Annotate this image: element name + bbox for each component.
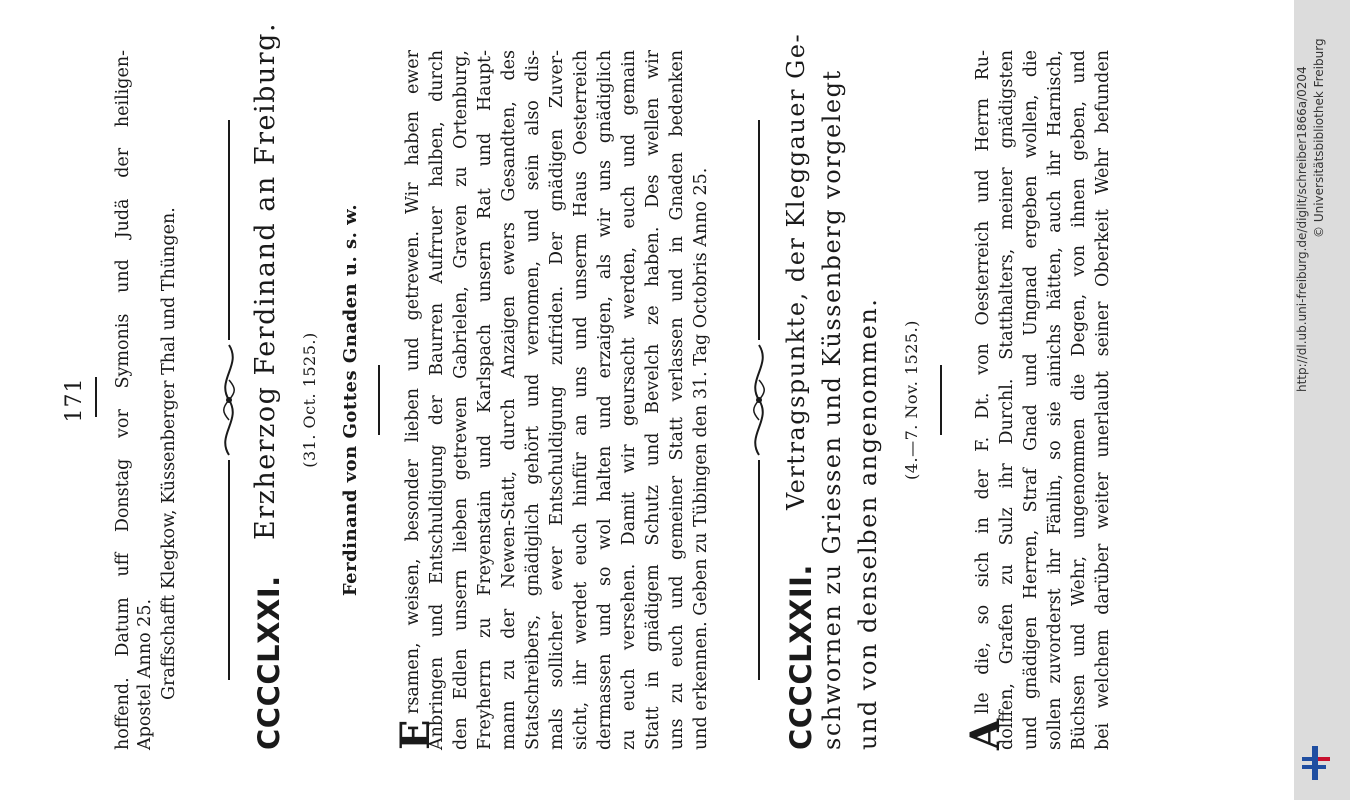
body-472-line-5: Büchsen und Wehr, ungenommen die Degen, von ihnen geben, und: [1069, 50, 1089, 750]
document-number-472: CCCCLXXII.: [784, 564, 818, 750]
body-471-line-3: den Edlen unsern lieben getrewen Gabrielen, Graven zu Ortenburg,: [451, 50, 471, 750]
ornament-flourish-2-icon: [744, 340, 774, 460]
university-library-logo-icon: [1302, 746, 1332, 780]
dropcap-471: E: [392, 719, 439, 750]
page-number-rule: [95, 377, 97, 417]
body-471-line-4: Freyherrn zu Freyenstain und Karlspach unsern Rat und Haupt-: [475, 50, 495, 750]
signature-line: Graffschafft Klegkow, Küssenberger Thal und Thüngen.: [159, 207, 179, 700]
body-471-line-1: rsamen, weisen, besonder lieben und getrewen. Wir haben ewer: [403, 50, 423, 714]
body-472-line-2: dolffen, Grafen zu Sulz ihr Durchl. Statthalters, meiner gnädigsten: [997, 50, 1017, 750]
ornament-rule-2-right: [758, 120, 760, 340]
body-471-line-8: sicht, ihr werdet euch hinfür an uns und unserm Haus Oesterreich: [571, 50, 591, 750]
sidebar-copyright: © Universitätsbibliothek Freiburg: [1312, 38, 1326, 238]
document-title-472-line-3: und von denselben angenommen.: [854, 297, 882, 750]
ornament-rule-left: [228, 460, 230, 680]
short-rule-471: [378, 365, 380, 435]
body-471-line-2: Anbringen und Entschuldigung der Baurren Aufrruer halben, durch: [427, 50, 447, 750]
ornament-flourish-icon: [214, 340, 244, 460]
document-title-472-line-2: schwornen zu Griessen und Küssenberg vorgelegt: [818, 69, 846, 750]
carry-over-line-1: hoffend. Datum uff Donstag vor Symonis und Judä der heiligen-: [113, 50, 133, 750]
body-471-line-7: mals sollicher ewer Entschuldigung zufriden. Der gnädigen Zuver-: [547, 50, 567, 750]
body-471-line-12: uns zu euch und gemeiner Statt verlassen und in Gnaden bedenken: [667, 50, 687, 750]
scanned-page-rotated: [0, 20, 1290, 780]
document-date-472: (4.—7. Nov. 1525.): [902, 320, 921, 480]
body-471-line-9: dermassen und so wol halten und erzaigen, als wir uns gnädiglich: [595, 50, 615, 750]
document-number-471: CCCCLXXI.: [252, 575, 286, 750]
dropcap-472: A: [962, 718, 1009, 750]
document-title-471: Erzherzog Ferdinand an Freiburg.: [250, 21, 281, 540]
body-471-line-11: Statt in gnädigem Schutz und Bevelch ze haben. Des wellen wir: [643, 50, 663, 750]
library-sidebar: [1294, 0, 1350, 800]
ornament-rule-2-left: [758, 460, 760, 680]
page-number: 171: [62, 377, 87, 423]
short-rule-472: [940, 365, 942, 435]
body-471-line-13: und erkennen. Geben zu Tübingen den 31. Tag Octobris Anno 25.: [691, 167, 711, 750]
body-471-line-5: mann zu der Newen-Statt, durch Anzaigen ewers Gesandten, des: [499, 50, 519, 750]
body-471-line-10: zu euch versehen. Damit wir geursacht werden, euch und gemain: [619, 50, 639, 750]
carry-over-line-2: Apostel Anno 25.: [135, 598, 155, 750]
salutation-471: Ferdinand von Gottes Gnaden u. s. w.: [340, 203, 361, 597]
sidebar-url: http://dl.ub.uni-freiburg.de/diglit/schreiber1866a/0204: [1295, 66, 1309, 392]
body-472-line-4: sollen zuvorderst ihr Fänlin, so sie ainichs hätten, auch ihr Harnisch,: [1045, 50, 1065, 750]
body-472-line-1: lle die, so sich in der F. Dt. von Oesterreich und Herrn Ru-: [973, 50, 993, 714]
document-date-471: (31. Oct. 1525.): [300, 332, 319, 468]
body-472-line-3: und gnädigen Herren, Straf Gnad und Ungnad ergeben wollen, die: [1021, 50, 1041, 750]
body-472-line-6: bei welchem darüber weiter unerlaubt seiner Oberkeit Wehr befunden: [1093, 50, 1113, 750]
document-title-472-line-1: Vertragspunkte, der Kleggauer Ge-: [782, 32, 810, 510]
body-471-line-6: Statschreibers, gnädiglich gehört und vernomen, und sein also dis-: [523, 50, 543, 750]
ornament-rule-right: [228, 120, 230, 340]
